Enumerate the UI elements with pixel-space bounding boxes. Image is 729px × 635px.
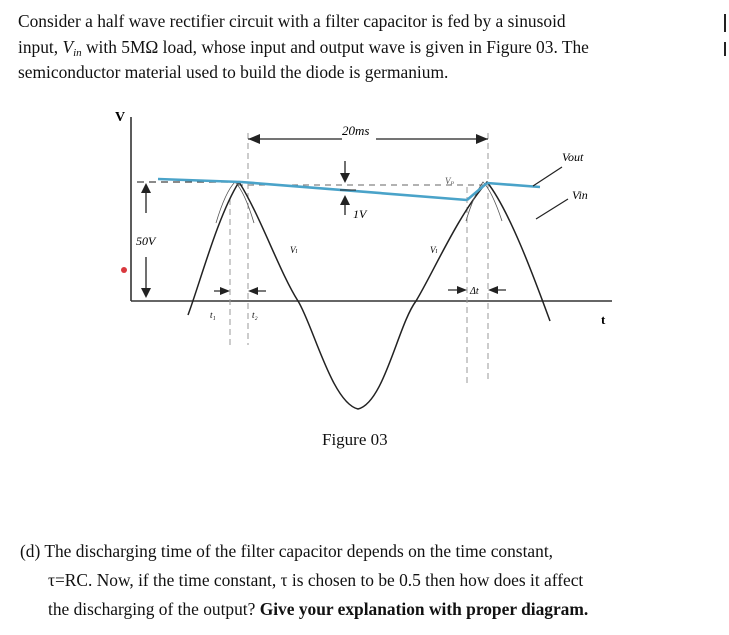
t1-label: t₁ xyxy=(210,310,216,320)
amplitude-arrowhead-down xyxy=(141,288,151,298)
vout-charge-line xyxy=(158,179,241,182)
vin-label: Vin xyxy=(572,188,588,202)
problem-statement xyxy=(18,9,712,86)
amplitude-arrowhead-up xyxy=(141,183,151,193)
vout-leader-line xyxy=(533,167,562,186)
vin-sine-wave xyxy=(188,182,550,409)
period-arrowhead-left xyxy=(248,134,260,144)
vl-label-2: Vₗ xyxy=(430,245,438,255)
t1-arrowhead xyxy=(220,287,230,295)
question-d xyxy=(20,537,714,624)
question-instruction: Give your explanation with proper diagram. xyxy=(259,599,589,619)
delta-t-label: Δt xyxy=(470,286,479,297)
question-text-1: The discharging time of the filter capacitor depends on the time constant, xyxy=(44,541,554,561)
axis-marker-dot xyxy=(121,267,127,273)
delta-t-arrowhead-right xyxy=(488,286,498,294)
period-arrowhead-right xyxy=(476,134,488,144)
question-line-3 xyxy=(20,595,714,624)
problem-line-2b: with 5MΩ load, whose input and output wave is given in Figure 03. The xyxy=(81,36,589,57)
question-line-1 xyxy=(20,537,714,566)
vout-discharge-line xyxy=(241,182,467,200)
figure-03-waveform xyxy=(100,103,620,433)
t2-label: t₂ xyxy=(252,310,258,320)
question-text-3a: the discharging of the output? xyxy=(48,599,260,619)
figure-caption: Figure 03 xyxy=(322,430,388,449)
period-label: 20ms xyxy=(342,123,370,138)
vout-label: Vout xyxy=(562,150,584,164)
vout-discharge-line xyxy=(487,183,540,187)
t2-arrowhead xyxy=(248,287,258,295)
ripple-arrowhead-top xyxy=(340,173,350,183)
vin-symbol: V xyxy=(62,36,74,57)
problem-line-1: Consider a half wave rectifier circuit with a filter capacitor is fed by a sinusoid xyxy=(18,11,566,31)
ripple-label: 1V xyxy=(353,207,367,221)
vout-recharge-line xyxy=(467,183,487,200)
vin-leader-line xyxy=(536,199,568,219)
page-edge-mark xyxy=(724,42,726,56)
problem-line-2a: input, xyxy=(18,36,63,57)
vp-label: Vₚ xyxy=(445,176,455,186)
y-axis-label: V xyxy=(115,110,126,125)
vin-subscript: in xyxy=(73,46,82,59)
vl-label-1: Vₗ xyxy=(290,245,298,255)
x-axis-label: t xyxy=(601,312,606,327)
question-line-2: τ=RC. Now, if the time constant, τ is chosen to be 0.5 then how does it affect xyxy=(48,570,584,590)
question-part-label: (d) xyxy=(20,541,41,561)
amplitude-label: 50V xyxy=(136,234,156,248)
page-edge-mark xyxy=(724,14,726,32)
delta-t-arrowhead-left xyxy=(457,286,467,294)
ripple-arrowhead-bottom xyxy=(340,195,350,205)
problem-line-3: semiconductor material used to build the diode is germanium. xyxy=(18,62,449,82)
